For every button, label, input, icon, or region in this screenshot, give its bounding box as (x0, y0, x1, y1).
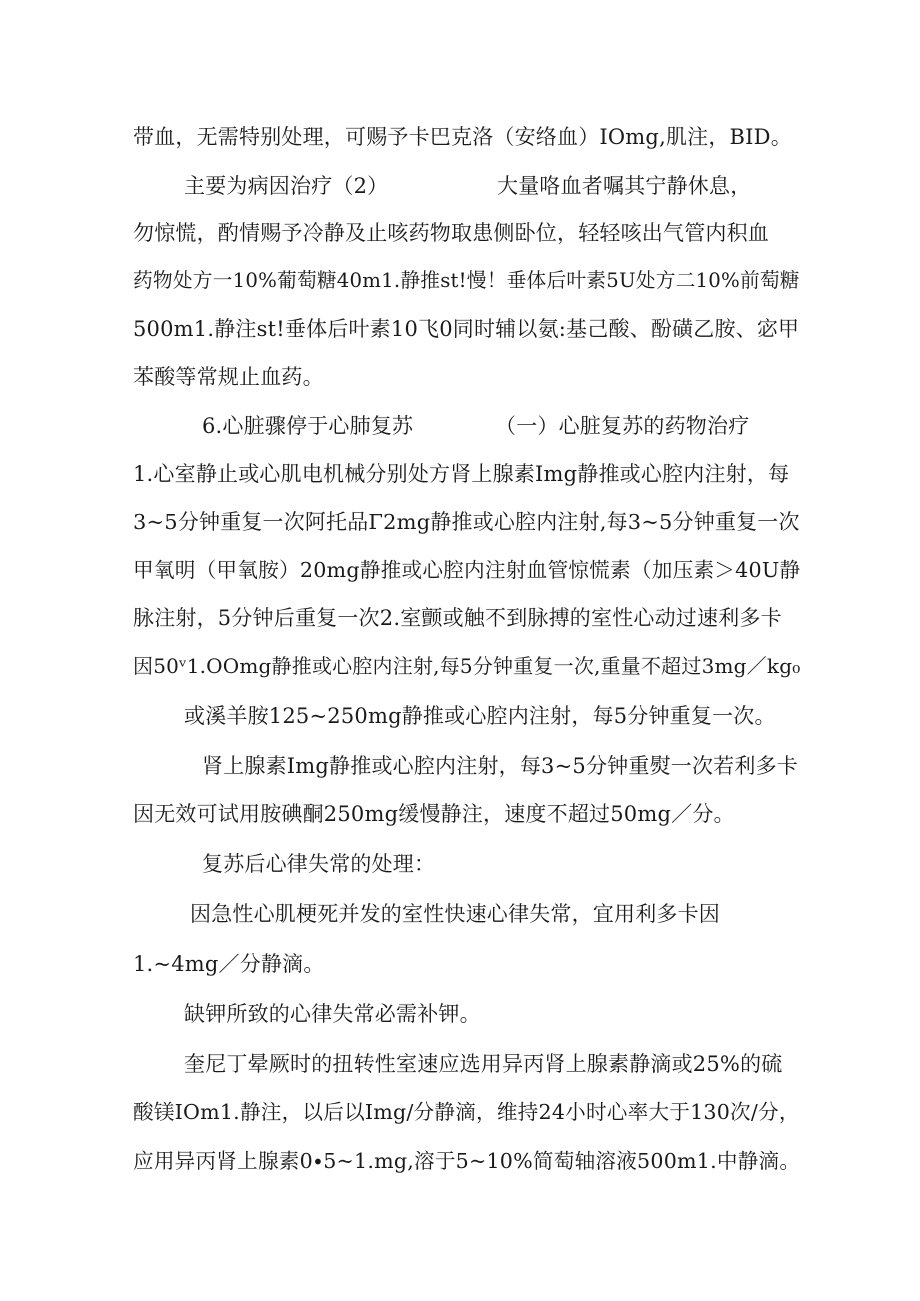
text-line: 因急性心肌梗死并发的室性快速心律失常，宜用利多卡因 (190, 902, 720, 926)
text-line: 酸镁IOm1.静注，以后以Img/分静滴，维持24小时心率大于130次/分， (133, 1100, 800, 1124)
text-line: 带血，无需特别处理，可赐予卡巴克洛（安络血）IOmg,肌注，BID。 (133, 125, 792, 149)
text-line: 应用异丙肾上腺素0∙5~1.mg,溶于5~10%简萄轴溶液500m1.中静滴。 (133, 1149, 801, 1173)
text-line: 苯酸等常规止血药。 (133, 365, 324, 389)
text-line: 勿惊慌，酌情赐予冷静及止咳药物取患侧卧位，轻轻咳出气管内积血 (133, 221, 769, 245)
section-heading: 6.心脏骤停于心肺复苏 (202, 414, 414, 438)
section-heading: 复苏后心律失常的处理： (202, 852, 436, 876)
text-line: 甲氧明（甲氧胺）20mg静推或心腔内注射血管惊慌素（加压素＞40U静 (133, 558, 801, 582)
text-line: 奎尼丁晕厥时的扭转性室速应选用异丙肾上腺素静滴或25%的硫 (184, 1052, 783, 1076)
text-line: 3~5分钟重复一次阿托品Γ2mg静推或心腔内注射,每3~5分钟重复一次 (133, 510, 800, 534)
text-line: 药物处方一10%葡萄糖40m1.静推st!慢！垂体后叶素5U处方二10%前萄糖 (133, 269, 800, 292)
text-line: 500m1.静注st!垂体后叶素10飞0同时辅以氨:基己酸、酚磺乙胺、宓甲 (133, 317, 800, 341)
text-line: 主要为病因治疗（2） (184, 174, 389, 198)
text-line: 大量咯血者嘱其宁静休息， (497, 174, 752, 198)
text-line: 因50ᵛ1.OOmg静推或心腔内注射,每5分钟重复一次,重量不超过3mg／kg₀ (133, 654, 801, 678)
text-line: 脉注射，5分钟后重复一次2.室颤或触不到脉搏的室性心动过速利多卡 (133, 606, 782, 630)
text-line: 1.心室静止或心肌电机械分别处方肾上腺素Img静推或心腔内注射，每 (133, 462, 790, 486)
text-line: 缺钾所致的心律失常必需补钾。 (184, 1002, 481, 1026)
text-line: 因无效可试用胺碘酮250mg缓慢静注，速度不超过50mg／分。 (133, 802, 735, 826)
text-line: 或溪羊胺125~250mg静推或心腔内注射，每5分钟重复一次。 (184, 704, 776, 728)
text-line: 肾上腺素Img静推或心腔内注射，每3~5分钟重熨一次若利多卡 (202, 754, 798, 778)
text-line: 1.~4mg／分静滴。 (133, 952, 325, 976)
section-heading: （一）心脏复苏的药物治疗 (495, 414, 750, 438)
